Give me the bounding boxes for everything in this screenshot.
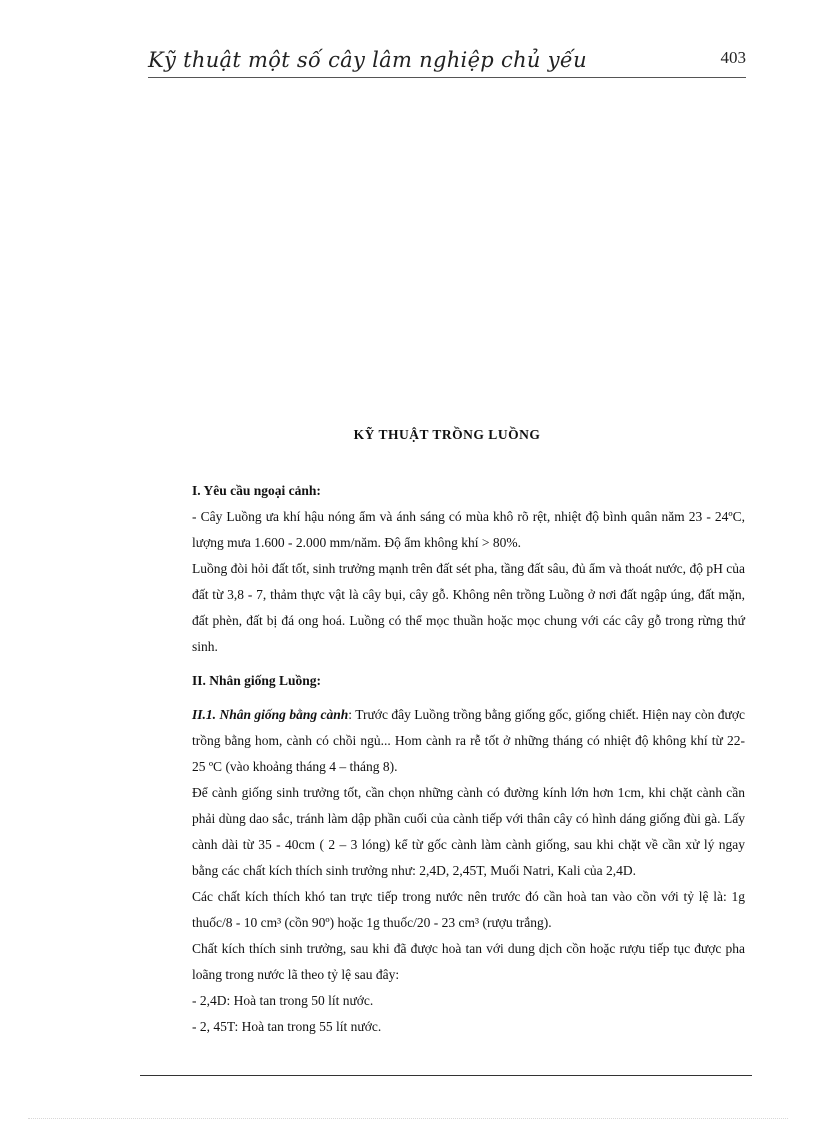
paragraph-soil: Luồng đòi hỏi đất tốt, sinh trưởng mạnh trên đất sét pha, tầng đất sâu, đủ ẩm và thoát nước, độ pH của đất từ 3,8 - 7, thảm thực vật là cây bụi, cây gỗ. Không nên trồng Luồng ở nơi đất ngập úng, đất mặn, đất phèn, đất bị đá ong hoá. Luồng có thể mọc thuần hoặc mọc chung với các cây gỗ trong rừng thứ sinh. [192,561,745,654]
paragraph-dissolving: Các chất kích thích khó tan trực tiếp trong nước nên trước đó cần hoà tan vào cồn với tỷ lệ là: 1g thuốc/8 - 10 cm³ (cồn 90º) hoặc 1g thuốc/20 - 23 cm³ (rượu trắng). [192,889,745,930]
list-item-245t: - 2, 45T: Hoà tan trong 55 lít nước. [192,1019,382,1034]
paragraph-cuttings-text: : Trước đây Luồng trồng bằng giống gốc, giống chiết. Hiện nay còn được trồng bằng hom, cành có chồi ngủ... Hom cành ra rễ tốt ở những tháng có nhiệt độ không khí từ 22- 25 ºC (vào khoảng tháng 4 – tháng 8). [192,707,745,774]
list-item-24d: - 2,4D: Hoà tan trong 50 lít nước. [192,993,374,1008]
header-divider [148,77,746,78]
section-heading-1: I. Yêu cầu ngoại cảnh: [192,483,321,498]
document-title: KỸ THUẬT TRỒNG LUỒNG [353,427,541,442]
running-title: Kỹ thuật một số cây lâm nghiệp chủ yếu [148,48,587,72]
page-edge-dotted-line [28,1118,788,1119]
paragraph-dilution: Chất kích thích sinh trưởng, sau khi đã được hoà tan với dung dịch cồn hoặc rượu tiếp tục được pha loãng trong nước lã theo tỷ lệ sau đây: [192,941,745,982]
subsection-heading: II.1. Nhân giống bằng cành [192,707,349,722]
paragraph-cuttings [192,702,745,780]
paragraph-selection: Để cành giống sinh trưởng tốt, cần chọn những cành có đường kính lớn hơn 1cm, khi chặt cành cần phải dùng dao sắc, tránh làm dập phần cuối của cành tiếp với thân cây có hình dáng giống đùi gà. Lấy cành dài từ 35 - 40cm ( 2 – 3 lóng) kể từ gốc cành làm cành giống, sau khi chặt về cần xử lý ngay bằng các chất kích thích sinh trưởng như: 2,4D, 2,45T, Muối Natri, Kali của 2,4D. [192,785,745,878]
section-heading-2: II. Nhân giống Luồng: [192,673,322,688]
document-body [192,478,745,1040]
footer-divider [140,1075,752,1076]
page-number: 403 [720,48,746,67]
spacer [192,694,745,702]
page-header [148,46,746,76]
paragraph-climate: - Cây Luồng ưa khí hậu nóng ẩm và ánh sáng có mùa khô rõ rệt, nhiệt độ bình quân năm 23 - 24ºC, lượng mưa 1.600 - 2.000 mm/năm. Độ ẩm không khí > 80%. [192,509,745,550]
spacer [192,660,745,668]
